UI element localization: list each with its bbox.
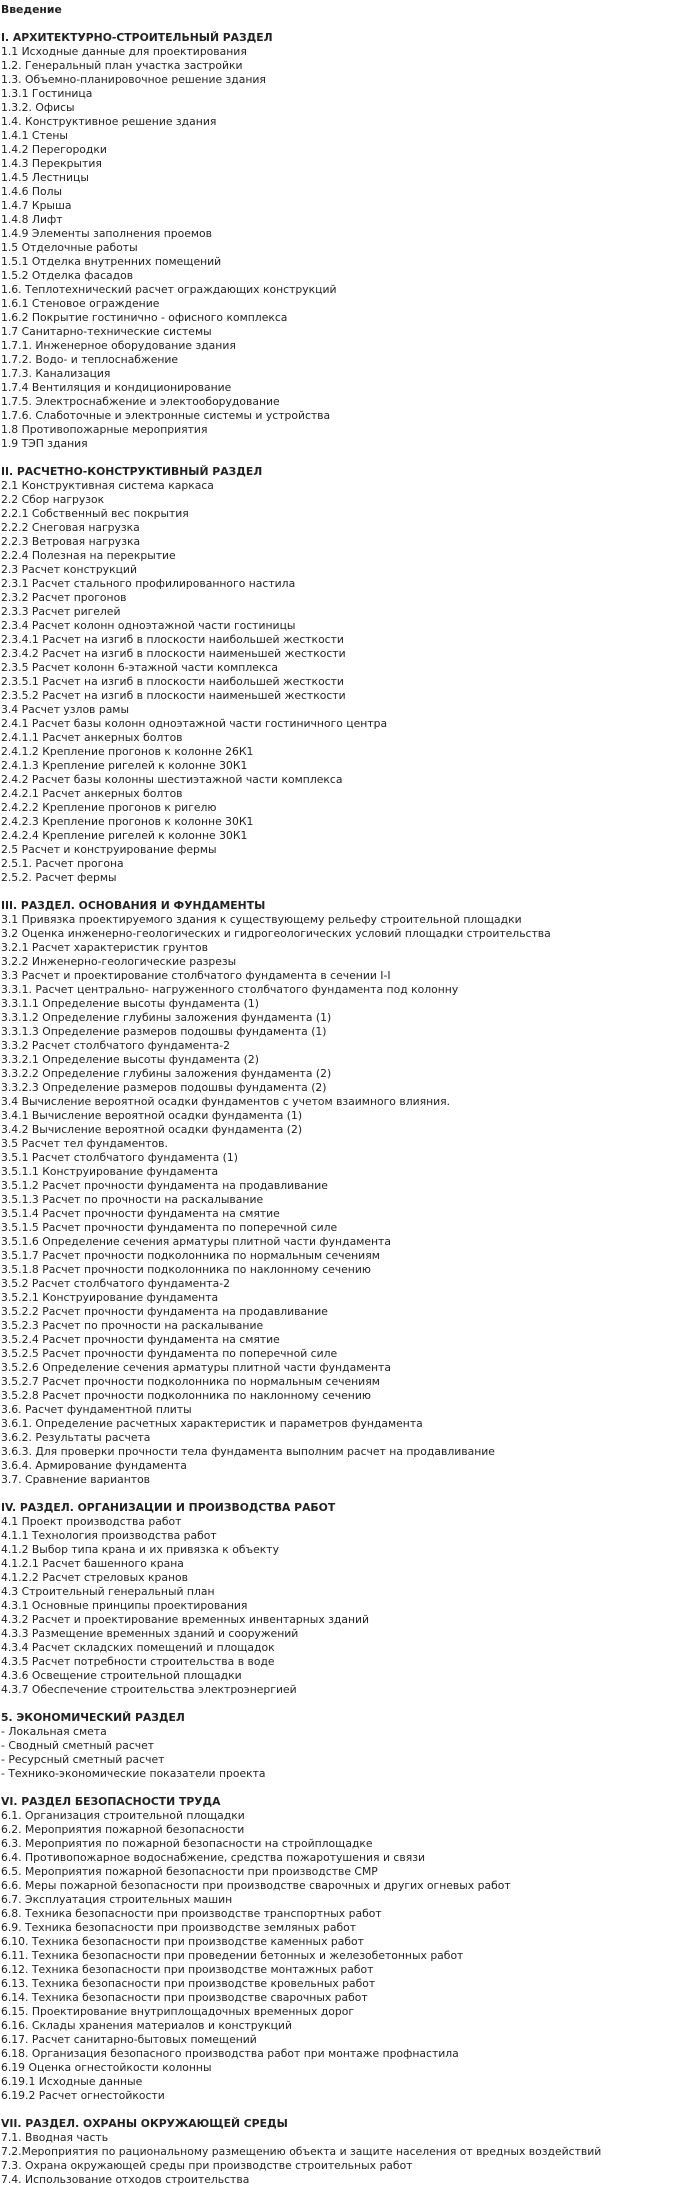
section-title: III. РАЗДЕЛ. ОСНОВАНИЯ И ФУНДАМЕНТЫ [1,899,266,912]
toc-item: 3.6.3. Для проверки прочности тела фундамента выполним расчет на продавливание [1,1445,495,1458]
toc-item: 3.3.2.2 Определение глубины заложения фундамента (2) [1,1067,332,1080]
toc-item: 2.3.4.2 Расчет на изгиб в плоскости наименьшей жесткости [1,647,346,660]
toc-item: 6.3. Мероприятия по пожарной безопасности на стройплощадке [1,1837,373,1850]
toc-item: 2.3.2 Расчет прогонов [1,591,127,604]
toc-section [1,31,700,451]
toc-item: 6.19.1 Исходные данные [1,2075,143,2088]
toc-item: 6.19 Оценка огнестойкости колонны [1,2061,212,2074]
toc-item: 3.5.2.2 Расчет прочности фундамента на продавливание [1,1305,328,1318]
toc-item: 2.5.2. Расчет фермы [1,871,117,884]
toc-section [1,899,700,1487]
toc-item: 3.3.1.2 Определение глубины заложения фундамента (1) [1,1011,332,1024]
toc-item: 3.5.2.4 Расчет прочности фундамента на смятие [1,1333,280,1346]
toc-section [1,1711,700,1781]
toc-item: 7.1. Вводная часть [1,2131,109,2144]
toc-item: 1.1 Исходные данные для проектирования [1,45,247,58]
toc-item: 4.3.7 Обеспечение строительства электроэнергией [1,1683,297,1696]
toc-item: 2.3.5.1 Расчет на изгиб в плоскости наибольшей жесткости [1,675,344,688]
toc-item: 1.7 Санитарно-технические системы [1,325,212,338]
toc-item: 3.5.1.5 Расчет прочности фундамента по поперечной силе [1,1221,338,1234]
toc-item: 4.3 Строительный генеральный план [1,1585,215,1598]
toc-item: 3.3.2.3 Определение размеров подошвы фундамента (2) [1,1081,327,1094]
toc-item: 3.3.2 Расчет столбчатого фундамента-2 [1,1039,230,1052]
toc-item: 1.4.5 Лестницы [1,171,89,184]
toc-item: 6.6. Меры пожарной безопасности при производстве сварочных и других огневых работ [1,1879,511,1892]
section-title: 5. ЭКОНОМИЧЕСКИЙ РАЗДЕЛ [1,1711,185,1724]
section-title: VII. РАЗДЕЛ. ОХРАНЫ ОКРУЖАЮЩЕЙ СРЕДЫ [1,2117,288,2130]
toc-item: 4.3.2 Расчет и проектирование временных инвентарных зданий [1,1613,370,1626]
toc-item: 4.3.3 Размещение временных зданий и сооружений [1,1627,299,1640]
toc-section [1,1501,700,1697]
toc-item: 6.15. Проектирование внутриплощадочных временных дорог [1,2005,355,2018]
toc-item: 2.2 Сбор нагрузок [1,493,105,506]
section-title: VI. РАЗДЕЛ БЕЗОПАСНОСТИ ТРУДА [1,1795,221,1808]
toc-item: 3.5.1.3 Расчет по прочности на раскалывание [1,1193,264,1206]
toc-item: 3.3.1.3 Определение размеров подошвы фундамента (1) [1,1025,327,1038]
intro-heading: Введение [1,3,62,16]
toc-item: 3.3.2.1 Определение высоты фундамента (2) [1,1053,259,1066]
toc-item: 3.5.1.7 Расчет прочности подколонника по нормальным сечениям [1,1249,380,1262]
toc-item: 2.2.4 Полезная на перекрытие [1,549,176,562]
toc-item: 6.4. Противопожарное водоснабжение, средства пожаротушения и связи [1,1851,425,1864]
toc-item: 2.4.2.4 Крепление ригелей к колонне 30К1 [1,829,248,842]
toc-item: 3.3.1. Расчет центрально- нагруженного столбчатого фундамента под колонну [1,983,459,996]
toc-item: 6.9. Техника безопасности при производстве земляных работ [1,1921,356,1934]
toc-item: 1.7.4 Вентиляция и кондиционирование [1,381,232,394]
toc-item: 1.2. Генеральный план участка застройки [1,59,243,72]
toc-item: 1.6.1 Стеновое ограждение [1,297,160,310]
toc-item: 3.3 Расчет и проектирование столбчатого фундамента в сечении I-I [1,969,391,982]
toc-item: 2.3 Расчет конструкций [1,563,137,576]
section-title: I. АРХИТЕКТУРНО-СТРОИТЕЛЬНЫЙ РАЗДЕЛ [1,31,273,44]
toc-item: 4.1.2.1 Расчет башенного крана [1,1557,184,1570]
toc-item: 1.5.1 Отделка внутренних помещений [1,255,222,268]
toc-item: 1.4.6 Полы [1,185,63,198]
toc-item: 6.1. Организация строительной площадки [1,1809,245,1822]
toc-item: 4.3.1 Основные принципы проектирования [1,1599,248,1612]
toc-item: 3.6.4. Армирование фундамента [1,1459,187,1472]
sections-list [1,31,700,2187]
toc-item: 3.6.1. Определение расчетных характеристик и параметров фундамента [1,1417,423,1430]
toc-item: 4.1 Проект производства работ [1,1515,182,1528]
toc-item: 1.7.3. Канализация [1,367,111,380]
toc-item: 2.1 Конструктивная система каркаса [1,479,214,492]
toc-item: 1.4.9 Элементы заполнения проемов [1,227,212,240]
toc-item: 2.2.1 Собственный вес покрытия [1,507,189,520]
toc-item: 3.2.1 Расчет характеристик грунтов [1,941,208,954]
toc-item: 3.4.2 Вычисление вероятной осадки фундамента (2) [1,1123,303,1136]
toc-item: 3.5 Расчет тел фундаментов. [1,1137,168,1150]
toc-item: 2.4.2.3 Крепление прогонов к колонне 30К1 [1,815,254,828]
toc-item: 3.5.2.7 Расчет прочности подколонника по нормальным сечениям [1,1375,380,1388]
toc-item: 4.1.1 Технология производства работ [1,1529,217,1542]
toc-item: 2.2.3 Ветровая нагрузка [1,535,141,548]
toc-item: 4.1.2.2 Расчет стреловых кранов [1,1571,188,1584]
toc-item: 7.2.Мероприятия по рациональному размещению объекта и защите населения от вредных воздействий [1,2145,602,2158]
toc-item: 1.5.2 Отделка фасадов [1,269,134,282]
toc-section [1,1795,700,2103]
toc-item: 3.1 Привязка проектируемого здания к существующему рельефу строительной площадки [1,913,522,926]
toc-item: 6.19.2 Расчет огнестойкости [1,2089,165,2102]
toc-item: - Ресурсный сметный расчет [1,1753,165,1766]
toc-item: 1.8 Противопожарные мероприятия [1,423,208,436]
toc-item: 3.2 Оценка инженерно-геологических и гидрогеологических условий площадки строительства [1,927,551,940]
toc-item: 1.3. Объемно-планировочное решение здания [1,73,266,86]
toc-item: 1.4.2 Перегородки [1,143,107,156]
toc-item: 3.5.2.1 Конструирование фундамента [1,1291,219,1304]
toc-item: 3.4 Расчет узлов рамы [1,703,129,716]
toc-item: 1.7.5. Электроснабжение и электооборудование [1,395,280,408]
toc-item: - Сводный сметный расчет [1,1739,155,1752]
toc-item: 1.7.6. Слаботочные и электронные системы и устройства [1,409,331,422]
toc-item: 2.3.1 Расчет стального профилированного настила [1,577,296,590]
toc-item: 2.4.2.1 Расчет анкерных болтов [1,787,183,800]
toc-item: 2.3.4 Расчет колонн одноэтажной части гостиницы [1,619,296,632]
toc-item: 3.4 Вычисление вероятной осадки фундаментов с учетом взаимного влияния. [1,1095,451,1108]
toc-item: 6.17. Расчет санитарно-бытовых помещений [1,2033,257,2046]
toc-item: 3.5.1.4 Расчет прочности фундамента на смятие [1,1207,280,1220]
toc-item: 1.6.2 Покрытие гостинично - офисного комплекса [1,311,288,324]
toc-item: 3.5.2.6 Определение сечения арматуры плитной части фундамента [1,1361,391,1374]
toc-item: 1.3.2. Офисы [1,101,75,114]
toc-item: 1.6. Теплотехнический расчет ограждающих конструкций [1,283,337,296]
toc-item: 2.4.2.2 Крепление прогонов к ригелю [1,801,217,814]
toc-item: 4.3.6 Освещение строительной площадки [1,1669,242,1682]
toc-item: 4.1.2 Выбор типа крана и их привязка к объекту [1,1543,279,1556]
toc-item: 4.3.4 Расчет складских помещений и площадок [1,1641,275,1654]
toc-item: 1.4.3 Перекрытия [1,157,102,170]
toc-item: 6.8. Техника безопасности при производстве транспортных работ [1,1907,382,1920]
toc-item: 1.3.1 Гостиница [1,87,93,100]
toc-item: 2.3.4.1 Расчет на изгиб в плоскости наибольшей жесткости [1,633,344,646]
toc-item: 6.16. Склады хранения материалов и конструкций [1,2019,292,2032]
toc-item: 2.3.5.2 Расчет на изгиб в плоскости наименьшей жесткости [1,689,346,702]
toc-item: 7.4. Использование отходов строительства [1,2173,250,2186]
toc-item: 6.2. Мероприятия пожарной безопасности [1,1823,245,1836]
toc-item: 1.4.1 Стены [1,129,68,142]
toc-item: 1.4. Конструктивное решение здания [1,115,217,128]
toc-item: 3.4.1 Вычисление вероятной осадки фундамента (1) [1,1109,303,1122]
toc-item: 6.12. Техника безопасности при производстве монтажных работ [1,1963,374,1976]
toc-item: 1.9 ТЭП здания [1,437,88,450]
toc-item: 1.4.7 Крыша [1,199,72,212]
toc-item: 1.4.8 Лифт [1,213,63,226]
section-title: IV. РАЗДЕЛ. ОРГАНИЗАЦИИ И ПРОИЗВОДСТВА РАБОТ [1,1501,336,1514]
toc-item: 6.11. Техника безопасности при проведении бетонных и железобетонных работ [1,1949,464,1962]
toc-item: 3.5.1.8 Расчет прочности подколонника по наклонному сечению [1,1263,371,1276]
toc-item: 3.6. Расчет фундаментной плиты [1,1403,192,1416]
toc-item: 1.5 Отделочные работы [1,241,138,254]
toc-item: 3.5.2.8 Расчет прочности подколонника по наклонному сечению [1,1389,371,1402]
toc-item: 3.6.2. Результаты расчета [1,1431,151,1444]
toc-item: - Локальная смета [1,1725,107,1738]
toc-item: 6.7. Эксплуатация строительных машин [1,1893,233,1906]
toc-item: 3.7. Сравнение вариантов [1,1473,151,1486]
toc-item: 3.5.1 Расчет столбчатого фундамента (1) [1,1151,238,1164]
toc-item: 4.3.5 Расчет потребности строительства в воде [1,1655,275,1668]
toc-item: 3.2.2 Инженерно-геологические разрезы [1,955,237,968]
toc-item: 6.18. Организация безопасного производства работ при монтаже профнастила [1,2047,459,2060]
toc-item: 2.3.5 Расчет колонн 6-этажной части комплекса [1,661,278,674]
toc-item: 2.3.3 Расчет ригелей [1,605,121,618]
toc-item: 6.5. Мероприятия пожарной безопасности при производстве СМР [1,1865,378,1878]
toc-item: - Технико-экономические показатели проекта [1,1767,266,1780]
toc-item: 2.5.1. Расчет прогона [1,857,124,870]
toc-item: 2.2.2 Снеговая нагрузка [1,521,140,534]
toc-item: 3.5.2.3 Расчет по прочности на раскалывание [1,1319,264,1332]
toc-item: 2.4.1.1 Расчет анкерных болтов [1,731,183,744]
toc-item: 2.4.2 Расчет базы колонны шестиэтажной части комплекса [1,773,343,786]
toc-item: 3.5.2.5 Расчет прочности фундамента по поперечной силе [1,1347,338,1360]
toc-item: 6.13. Техника безопасности при производстве кровельных работ [1,1977,376,1990]
section-title: II. РАСЧЕТНО-КОНСТРУКТИВНЫЙ РАЗДЕЛ [1,465,263,478]
toc-item: 3.5.1.6 Определение сечения арматуры плитной части фундамента [1,1235,391,1248]
toc-item: 3.5.1.1 Конструирование фундамента [1,1165,219,1178]
toc-item: 1.7.2. Водо- и теплоснабжение [1,353,179,366]
toc-item: 2.4.1 Расчет базы колонн одноэтажной части гостиничного центра [1,717,388,730]
toc-item: 7.3. Охрана окружающей среды при производстве строительных работ [1,2159,413,2172]
toc-item: 1.7.1. Инженерное оборудование здания [1,339,236,352]
toc-section [1,465,700,885]
toc-section [1,2117,700,2187]
toc-item: 2.5 Расчет и конструирование фермы [1,843,217,856]
toc-item: 2.4.1.2 Крепление прогонов к колонне 26К1 [1,745,254,758]
toc-item: 6.10. Техника безопасности при производстве каменных работ [1,1935,364,1948]
toc-item: 3.5.2 Расчет столбчатого фундамента-2 [1,1277,230,1290]
toc-item: 2.4.1.3 Крепление ригелей к колонне 30К1 [1,759,248,772]
toc-item: 3.5.1.2 Расчет прочности фундамента на продавливание [1,1179,328,1192]
toc-item: 3.3.1.1 Определение высоты фундамента (1) [1,997,259,1010]
toc-item: 6.14. Техника безопасности при производстве сварочных работ [1,1991,368,2004]
